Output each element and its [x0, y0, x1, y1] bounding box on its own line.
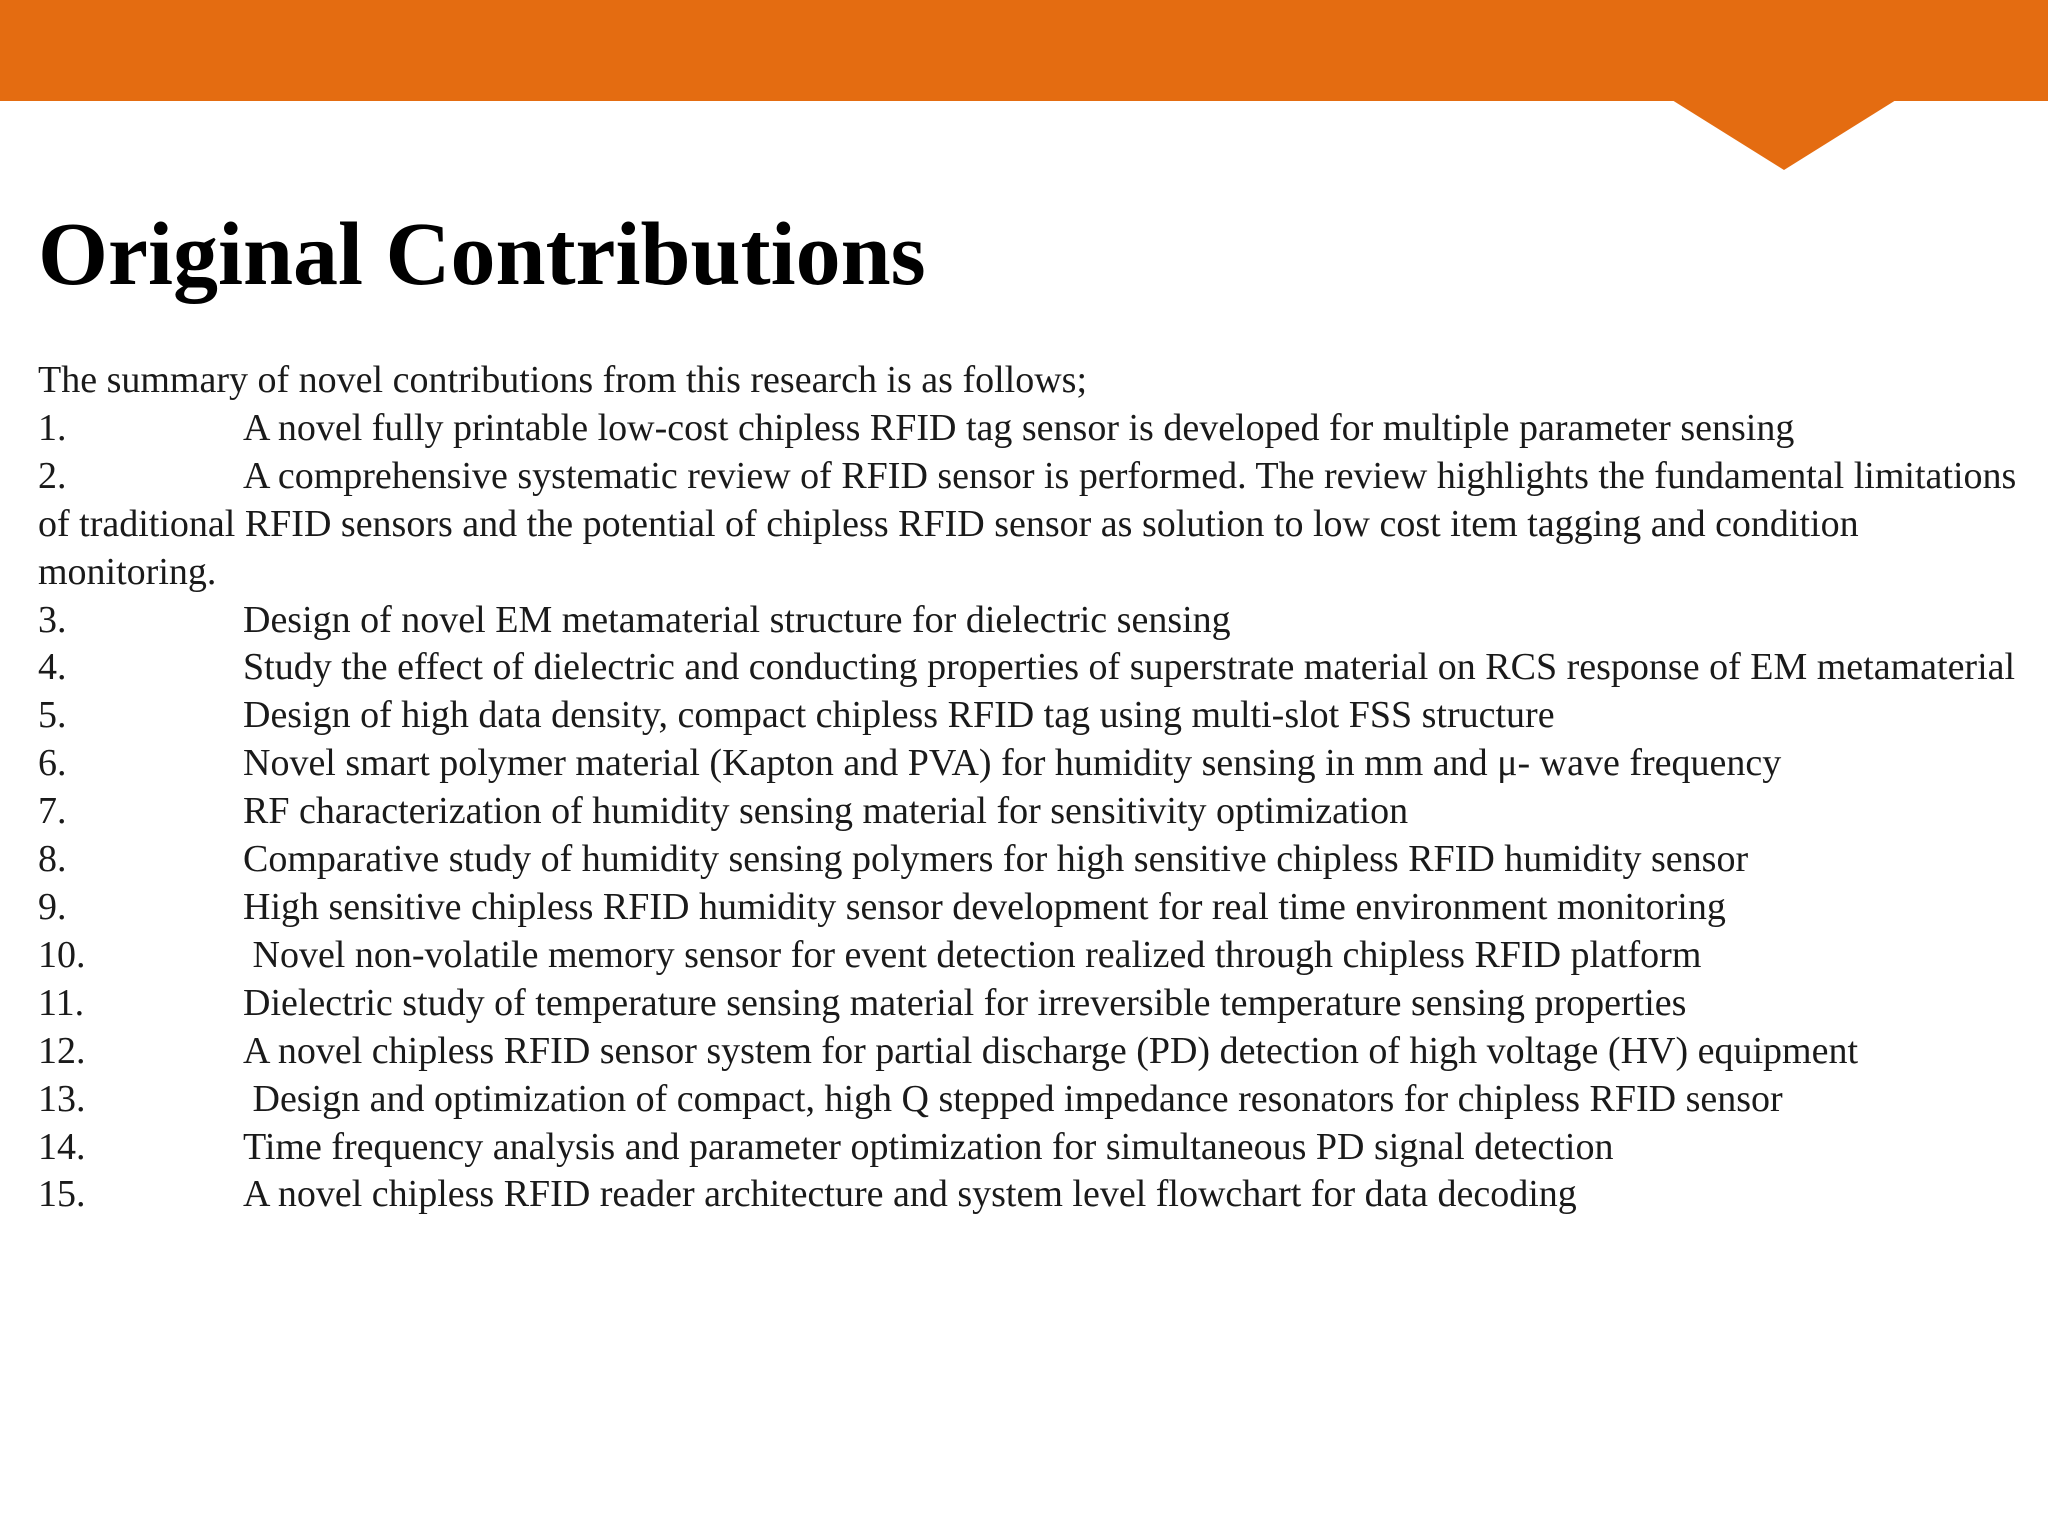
item-number: 13.: [38, 1077, 86, 1120]
list-item: [38, 932, 2028, 980]
list-item: [38, 884, 2028, 932]
item-text: Comparative study of humidity sensing polymers for high sensitive chipless RFID humidity sensor: [243, 838, 1749, 881]
list-item: [38, 405, 2028, 453]
item-text: Novel non-volatile memory sensor for event detection realized through chipless RFID platform: [243, 933, 1702, 976]
item-text: A comprehensive systematic review of RFID sensor is performed. The review highlights the fundamental limitations of traditional RFID sensors and the potential of chipless RFID sensor as solution to low cost item tagging and condition monitoring.: [38, 454, 2017, 593]
item-text: Dielectric study of temperature sensing material for irreversible temperature sensing properties: [243, 981, 1687, 1024]
item-text: RF characterization of humidity sensing material for sensitivity optimization: [243, 790, 1409, 833]
item-number: 5.: [38, 694, 67, 737]
item-text: Design and optimization of compact, high Q stepped impedance resonators for chipless RFID sensor: [243, 1077, 1783, 1120]
item-text: Novel smart polymer material (Kapton and PVA) for humidity sensing in mm and μ- wave frequency: [243, 742, 1782, 785]
item-number: 2.: [38, 454, 67, 497]
item-number: 11.: [38, 981, 85, 1024]
item-text: A novel chipless RFID sensor system for partial discharge (PD) detection of high voltage (HV) equipment: [243, 1029, 1859, 1072]
item-number: 7.: [38, 790, 67, 833]
item-text: Design of high data density, compact chipless RFID tag using multi-slot FSS structure: [243, 694, 1555, 737]
item-text: Time frequency analysis and parameter optimization for simultaneous PD signal detection: [243, 1125, 1614, 1168]
item-number: 1.: [38, 406, 67, 449]
item-text: A novel chipless RFID reader architecture and system level flowchart for data decoding: [243, 1173, 1577, 1216]
item-number: 15.: [38, 1173, 86, 1216]
item-text: Study the effect of dielectric and conducting properties of superstrate material on RCS response of EM metamaterial: [243, 646, 2016, 689]
intro-text: The summary of novel contributions from this research is as follows;: [38, 359, 1088, 401]
item-number: 8.: [38, 838, 67, 881]
item-number: 10.: [38, 933, 86, 976]
item-number: 12.: [38, 1029, 86, 1072]
item-number: 3.: [38, 598, 67, 641]
list-item: [38, 836, 2028, 884]
contributions-list: [38, 405, 2028, 1219]
item-number: 14.: [38, 1125, 86, 1168]
list-item: [38, 1028, 2028, 1076]
list-item: [38, 788, 2028, 836]
header-notch: [1672, 100, 1896, 170]
item-number: 6.: [38, 742, 67, 785]
item-text: Design of novel EM metamaterial structure for dielectric sensing: [243, 598, 1231, 641]
item-text: A novel fully printable low-cost chipless RFID tag sensor is developed for multiple parameter sensing: [243, 406, 1795, 449]
slide-body: [38, 357, 2028, 1219]
list-item: [38, 453, 2028, 597]
list-item: [38, 1124, 2028, 1172]
item-number: 9.: [38, 885, 67, 928]
slide-title: Original Contributions: [38, 205, 926, 304]
item-number: 4.: [38, 646, 67, 689]
item-text: High sensitive chipless RFID humidity sensor development for real time environment monitoring: [243, 885, 1726, 928]
list-item: [38, 1171, 2028, 1219]
list-item: [38, 740, 2028, 788]
list-item: [38, 597, 2028, 645]
list-item: [38, 1076, 2028, 1124]
list-item: [38, 692, 2028, 740]
header-bar: [0, 0, 2048, 101]
list-item: [38, 644, 2028, 692]
list-item: [38, 980, 2028, 1028]
